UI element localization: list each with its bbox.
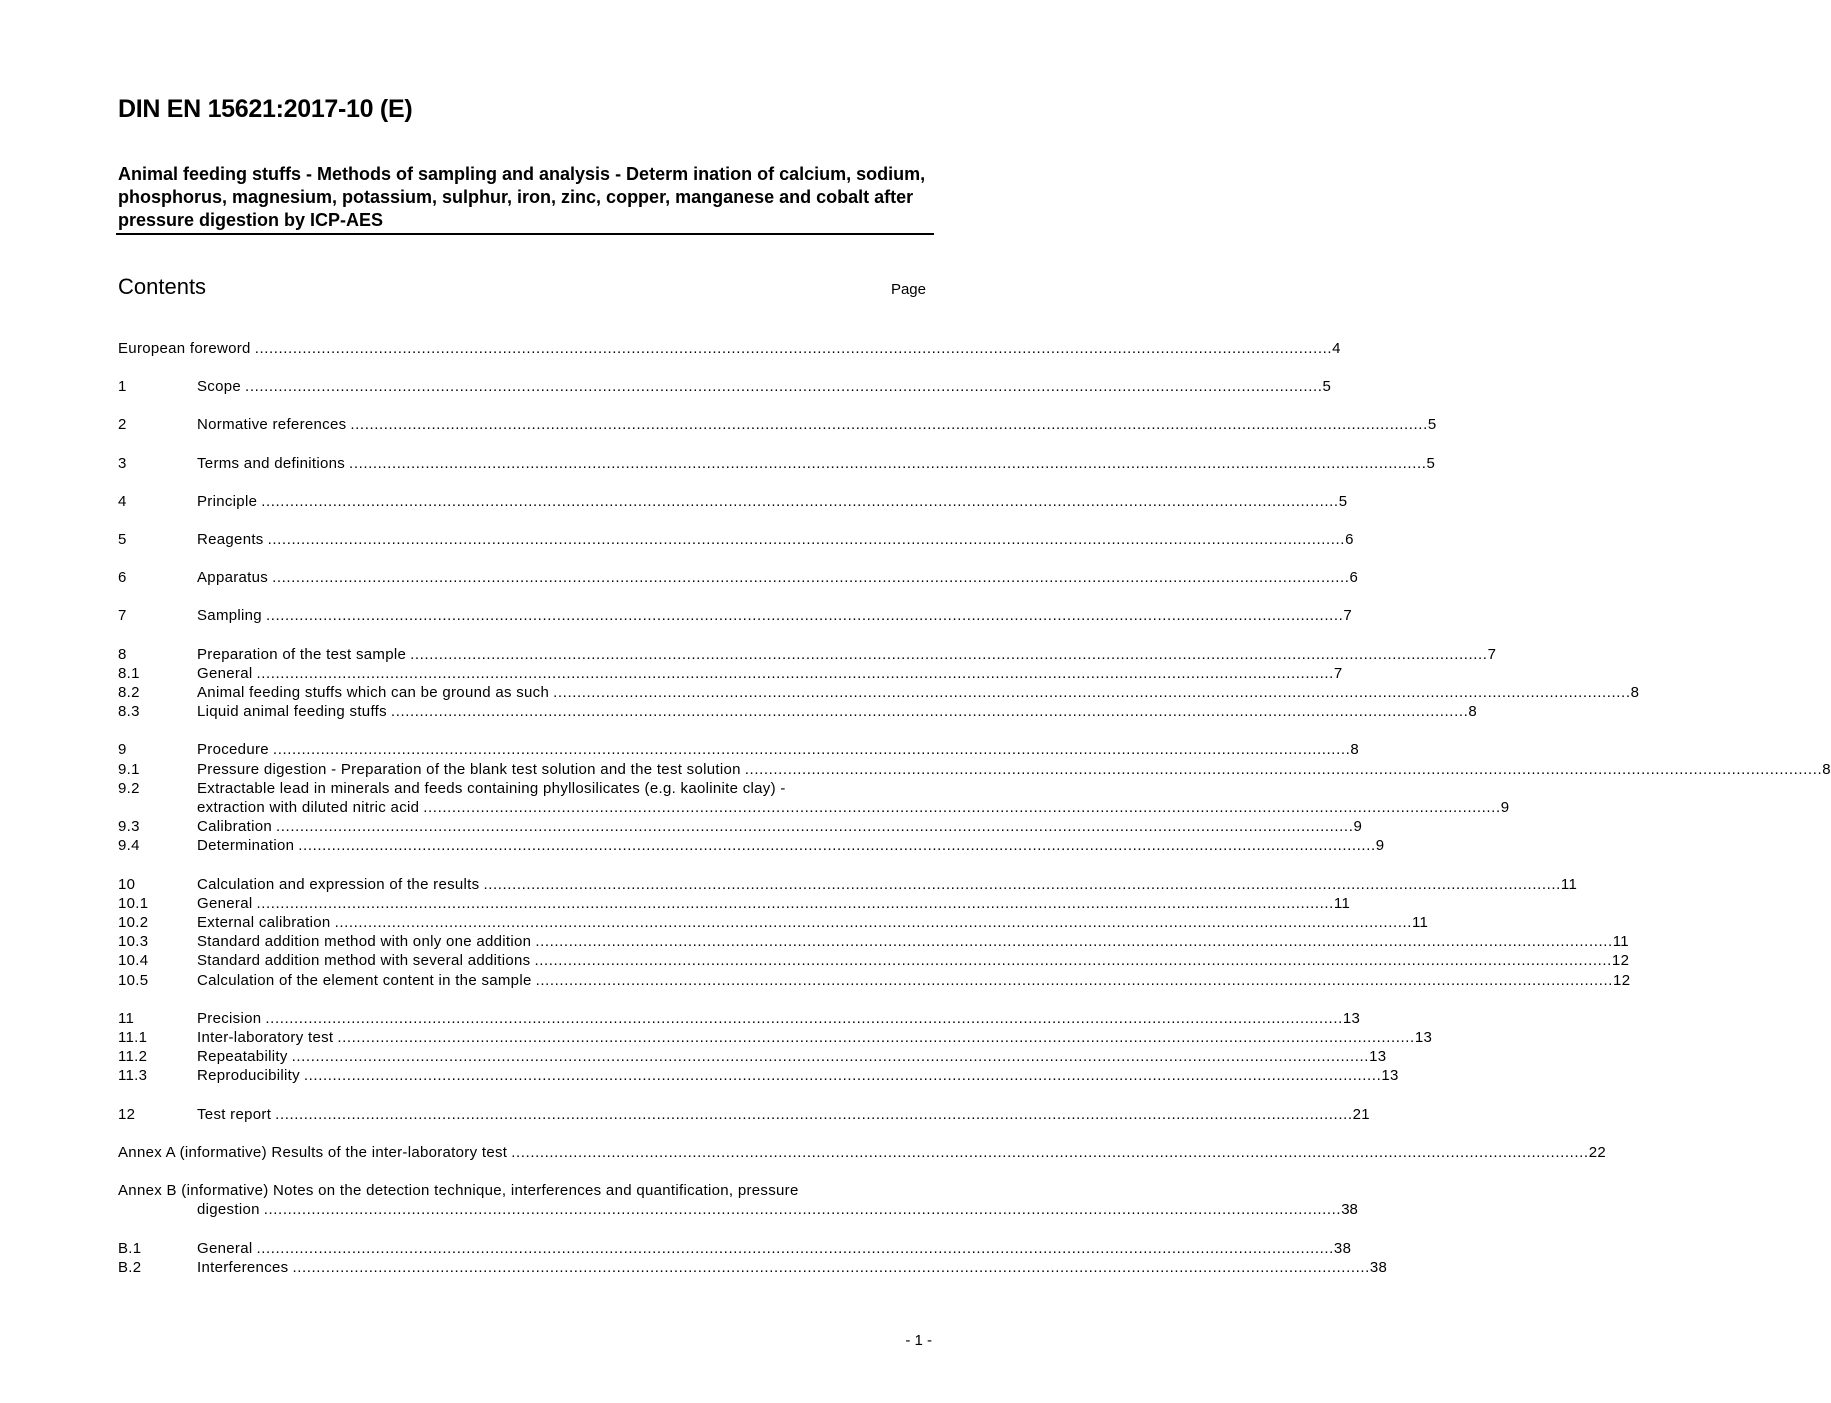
toc-label: Reagents (197, 531, 264, 549)
toc-label: Procedure (197, 741, 269, 759)
toc-page: 38 (1333, 1239, 1352, 1257)
toc-entry-multiline[interactable] (118, 779, 1510, 817)
toc-entry[interactable] (118, 702, 1478, 721)
toc-leader: .................................................................................................................................................................................................................................. (410, 645, 1488, 663)
toc-page: 7 (1333, 664, 1343, 682)
toc-label: Inter-laboratory test (197, 1029, 334, 1047)
toc-number: 12 (118, 1105, 136, 1123)
toc-entry[interactable] (118, 664, 1343, 683)
toc-entry[interactable] (118, 932, 1629, 951)
toc-page: 21 (1352, 1105, 1370, 1123)
title-divider (116, 233, 934, 235)
toc-number: 9.3 (118, 818, 140, 836)
toc-number: 6 (118, 569, 127, 587)
toc-entry[interactable] (118, 645, 1497, 664)
toc-label: Calculation of the element content in the sample (197, 971, 532, 989)
toc-entry[interactable] (118, 1028, 1433, 1047)
toc-page: 5 (1426, 454, 1436, 472)
toc-entry-multiline[interactable] (118, 1181, 1358, 1219)
toc-entry[interactable] (118, 1066, 1399, 1085)
toc-entry[interactable] (118, 606, 1353, 625)
toc-leader: .................................................................................................................................................................................................................................. (291, 1048, 1370, 1066)
toc-page: 8 (1630, 684, 1640, 702)
toc-number: 5 (118, 531, 127, 549)
toc-entry[interactable] (118, 894, 1351, 913)
toc-entry[interactable] (118, 1143, 1606, 1162)
toc-leader: .................................................................................................................................................................................................................................. (337, 1029, 1415, 1047)
toc-entry[interactable] (118, 683, 1640, 702)
toc-page: 7 (1487, 645, 1497, 663)
toc-page: 13 (1381, 1067, 1399, 1085)
toc-label: extraction with diluted nitric acid (197, 799, 420, 817)
toc-number: 9.2 (118, 779, 140, 797)
toc-label: Terms and definitions (197, 454, 346, 472)
toc-page: 22 (1588, 1143, 1606, 1161)
toc-page: 12 (1613, 971, 1631, 989)
toc-label: Repeatability (197, 1048, 288, 1066)
toc-leader: .................................................................................................................................................................................................................................. (275, 1105, 1353, 1123)
toc-number: 9 (118, 741, 127, 759)
toc-entry[interactable] (118, 1105, 1370, 1124)
toc-page: 8 (1468, 703, 1478, 721)
toc-label: European foreword (118, 340, 251, 357)
toc-number: 8.3 (118, 703, 140, 721)
toc-number: 11.3 (118, 1067, 148, 1085)
toc-label: Principle (197, 492, 258, 510)
toc-label: Calibration (197, 818, 273, 836)
toc-number: 4 (118, 492, 127, 510)
toc-number: 10 (118, 875, 136, 893)
toc-page: 13 (1414, 1029, 1433, 1047)
toc-page: 11 (1612, 933, 1629, 951)
toc-number: 9.1 (118, 760, 140, 778)
toc-entry[interactable] (118, 568, 1359, 587)
table-of-contents (118, 339, 1831, 1277)
toc-leader: .................................................................................................................................................................................................................................. (483, 875, 1561, 893)
toc-label: Determination (197, 837, 295, 855)
toc-leader: .................................................................................................................................................................................................................................. (267, 531, 1346, 549)
toc-number: 8.2 (118, 684, 140, 702)
toc-number: 3 (118, 454, 127, 472)
toc-label: Apparatus (197, 569, 269, 587)
toc-page: 11 (1333, 894, 1351, 912)
toc-entry[interactable] (118, 415, 1437, 434)
toc-number: 10.3 (118, 933, 149, 951)
toc-leader: .................................................................................................................................................................................................................................. (245, 378, 1323, 396)
toc-page: 12 (1611, 952, 1630, 970)
toc-leader: .................................................................................................................................................................................................................................. (390, 703, 1469, 721)
toc-entry[interactable] (118, 454, 1436, 473)
toc-leader: .................................................................................................................................................................................................................................. (535, 971, 1614, 989)
toc-entry[interactable] (118, 913, 1429, 932)
toc-entry[interactable] (118, 836, 1385, 855)
toc-entry[interactable] (118, 971, 1631, 990)
toc-label: Reproducibility (197, 1067, 300, 1085)
toc-entry[interactable] (118, 740, 1360, 759)
toc-leader: .................................................................................................................................................................................................................................. (261, 492, 1339, 510)
toc-leader: .................................................................................................................................................................................................................................. (303, 1067, 1382, 1085)
toc-page: 38 (1341, 1201, 1358, 1219)
toc-label: Scope (197, 378, 242, 396)
toc-leader: .................................................................................................................................................................................................................................. (272, 741, 1351, 759)
toc-leader: .................................................................................................................................................................................................................................. (263, 1201, 1342, 1219)
toc-leader: .................................................................................................................................................................................................................................. (265, 607, 1344, 625)
toc-page: 5 (1338, 492, 1348, 510)
toc-number: B.2 (118, 1258, 142, 1276)
contents-heading: Contents (118, 274, 207, 299)
toc-leader: .................................................................................................................................................................................................................................. (292, 1258, 1370, 1276)
toc-leader: .................................................................................................................................................................................................................................. (535, 933, 1613, 951)
toc-leader: .................................................................................................................................................................................................................................. (349, 454, 1427, 472)
toc-label: digestion (197, 1201, 260, 1219)
toc-page: 8 (1350, 741, 1360, 759)
toc-leader: .................................................................................................................................................................................................................................. (423, 799, 1501, 817)
toc-page: 5 (1427, 416, 1437, 434)
document-title: Animal feeding stuffs - Methods of sampling and analysis - Determ ination of calcium, sodium, phosphorus, magnesium, potassium, sulphur, iron, zinc, copper, manganese and cobalt after pressure digestion by ICP-AES (118, 164, 926, 230)
toc-page: 6 (1349, 569, 1359, 587)
toc-entry[interactable] (118, 339, 1341, 358)
toc-leader: .................................................................................................................................................................................................................................. (272, 569, 1350, 587)
document-id: DIN EN 15621:2017-10 (E) (118, 95, 413, 123)
toc-page: 5 (1322, 378, 1332, 396)
toc-label-line1: Annex B (informative) Notes on the detection technique, interferences and quantification, pressure (118, 1182, 799, 1200)
toc-number: 11 (118, 1009, 135, 1027)
toc-number: 11.2 (118, 1048, 148, 1066)
toc-entry[interactable] (118, 492, 1348, 511)
toc-leader: .................................................................................................................................................................................................................................. (298, 837, 1376, 855)
toc-label: Animal feeding stuffs which can be ground as such (197, 684, 550, 702)
toc-label: Liquid animal feeding stuffs (197, 703, 387, 721)
toc-page: 6 (1345, 531, 1354, 549)
toc-page: 13 (1342, 1009, 1361, 1027)
toc-number: 8 (118, 645, 127, 663)
toc-entry[interactable] (118, 1009, 1361, 1028)
toc-page: 11 (1560, 875, 1578, 893)
toc-label: Precision (197, 1009, 262, 1027)
toc-leader: .................................................................................................................................................................................................................................. (265, 1009, 1343, 1027)
toc-entry[interactable] (118, 1239, 1352, 1258)
toc-leader: .................................................................................................................................................................................................................................. (511, 1143, 1589, 1161)
toc-leader: .................................................................................................................................................................................................................................. (276, 818, 1354, 836)
toc-number: 9.4 (118, 837, 140, 855)
toc-label: Calculation and expression of the results (197, 875, 480, 893)
toc-leader: .................................................................................................................................................................................................................................. (256, 1239, 1334, 1257)
toc-number: 1 (118, 378, 127, 396)
toc-entry[interactable] (118, 817, 1363, 836)
toc-entry[interactable] (118, 951, 1630, 970)
toc-label: Standard addition method with only one addition (197, 933, 532, 951)
toc-number: 7 (118, 607, 127, 625)
toc-label-line1: Extractable lead in minerals and feeds containing phyllosilicates (e.g. kaolinite clay) - (197, 779, 786, 797)
toc-leader: .................................................................................................................................................................................................................................. (256, 664, 1334, 682)
toc-page: 11 (1412, 914, 1429, 932)
toc-label: Pressure digestion - Preparation of the blank test solution and the test solution (197, 760, 741, 778)
toc-leader: .................................................................................................................................................................................................................................. (334, 914, 1413, 932)
toc-entry[interactable] (118, 377, 1332, 396)
toc-number: 10.1 (118, 894, 149, 912)
toc-label: General (197, 894, 253, 912)
toc-label: Interferences (197, 1258, 289, 1276)
toc-page: 7 (1343, 607, 1353, 625)
toc-number: 2 (118, 416, 127, 434)
toc-page: 13 (1369, 1048, 1387, 1066)
toc-page: 9 (1353, 818, 1363, 836)
toc-page: 4 (1332, 340, 1341, 357)
page-number: - 1 - (905, 1332, 932, 1349)
toc-leader: .................................................................................................................................................................................................................................. (350, 416, 1428, 434)
toc-label: Sampling (197, 607, 262, 625)
toc-entry[interactable] (118, 1258, 1388, 1277)
toc-leader: .................................................................................................................................................................................................................................. (744, 760, 1823, 778)
toc-label: Preparation of the test sample (197, 645, 407, 663)
toc-number: 10.4 (118, 952, 149, 970)
toc-page: 8 (1822, 760, 1831, 778)
toc-label: General (197, 1239, 253, 1257)
toc-number: 10.2 (118, 914, 149, 932)
toc-number: B.1 (118, 1239, 142, 1257)
toc-leader: .................................................................................................................................................................................................................................. (256, 894, 1334, 912)
toc-label: General (197, 664, 253, 682)
toc-page: 9 (1500, 799, 1510, 817)
toc-entry[interactable] (118, 530, 1354, 549)
toc-leader: .................................................................................................................................................................................................................................. (553, 684, 1631, 702)
toc-entry[interactable] (118, 760, 1831, 779)
toc-entry[interactable] (118, 1047, 1387, 1066)
toc-label: Normative references (197, 416, 347, 434)
toc-number: 10.5 (118, 971, 149, 989)
toc-page: 38 (1369, 1258, 1388, 1276)
toc-page: 9 (1375, 837, 1385, 855)
toc-label: External calibration (197, 914, 331, 932)
toc-label: Annex A (informative) Results of the inter-laboratory test (118, 1143, 508, 1161)
toc-number: 8.1 (118, 664, 140, 682)
toc-label: Test report (197, 1105, 272, 1123)
page-column-label: Page (890, 281, 926, 298)
toc-leader: .................................................................................................................................................................................................................................. (254, 340, 1333, 357)
toc-entry[interactable] (118, 875, 1578, 894)
toc-leader: .................................................................................................................................................................................................................................. (534, 952, 1612, 970)
toc-label: Standard addition method with several additions (197, 952, 531, 970)
toc-number: 11.1 (118, 1029, 148, 1047)
